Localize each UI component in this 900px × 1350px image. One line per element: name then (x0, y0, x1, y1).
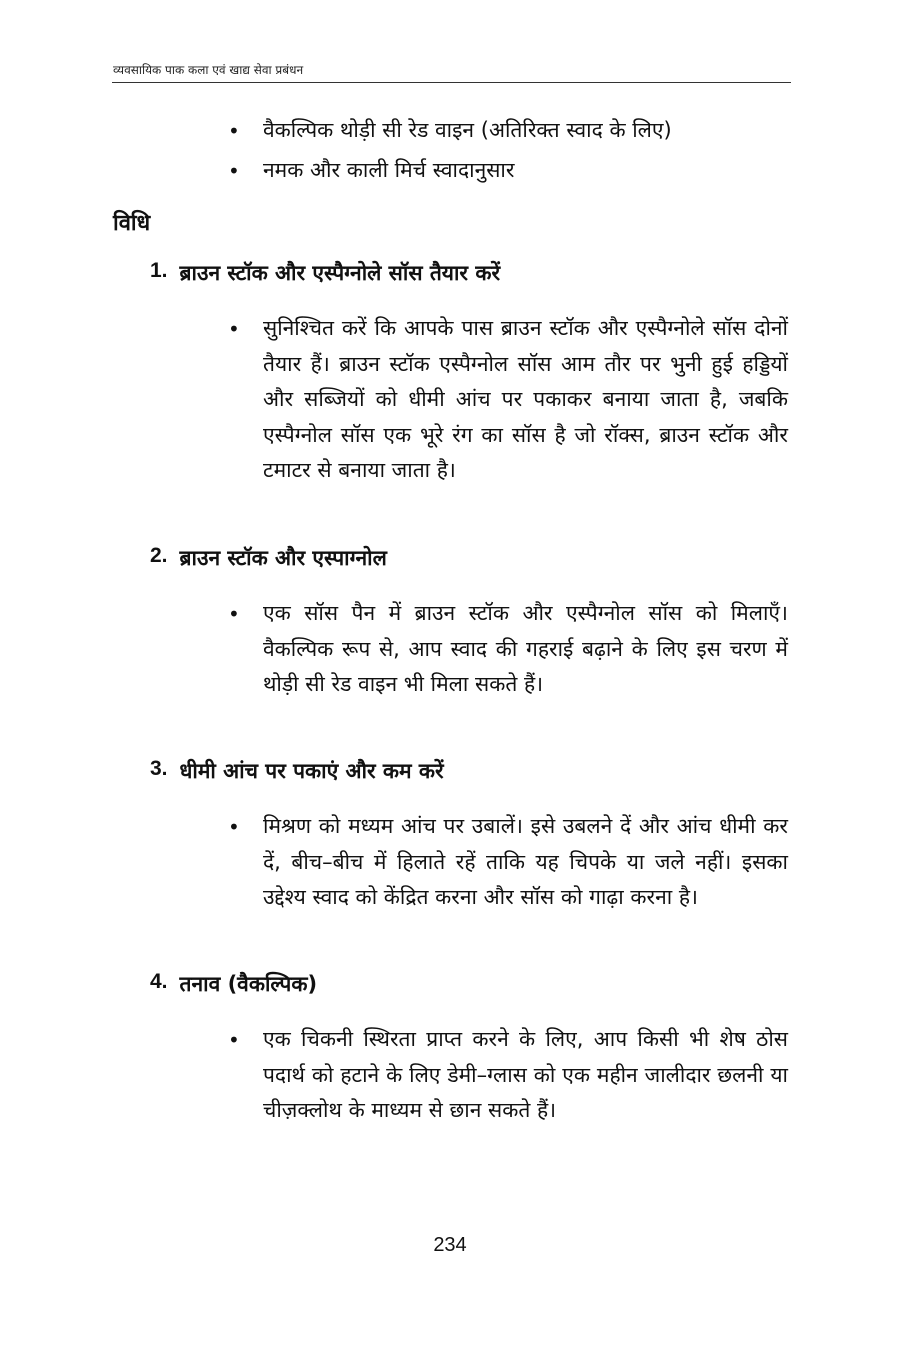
bullet-icon: • (228, 119, 240, 143)
bullet-icon: • (228, 317, 240, 341)
step-title: तनाव (वैकल्पिक) (179, 972, 318, 996)
list-item (228, 809, 788, 916)
step-number: 4. (150, 970, 168, 993)
step-heading (150, 544, 387, 572)
bullet-icon: • (228, 1028, 240, 1052)
step-text: एक चिकनी स्थिरता प्राप्त करने के लिए, आप किसी भी शेष ठोस पदार्थ को हटाने के लिए डेमी–ग्लास को एक महीन जालीदार छलनी या चीज़क्लोथ के माध्यम से छान सकते हैं। (263, 1027, 788, 1122)
step-title: ब्राउन स्टॉक और एस्पैग्नोले सॉस तैयार करें (179, 261, 501, 285)
list-item (228, 311, 788, 489)
step-heading (150, 259, 500, 287)
step-heading (150, 757, 444, 785)
step-heading (150, 970, 317, 998)
bullet-icon: • (228, 159, 240, 183)
step-number: 2. (150, 544, 168, 567)
bullet-icon: • (228, 602, 240, 626)
ingredient-text: नमक और काली मिर्च स्वादानुसार (263, 158, 515, 182)
list-item (228, 113, 672, 149)
list-item (228, 1022, 788, 1129)
list-item (228, 596, 788, 703)
step-text: सुनिश्चित करें कि आपके पास ब्राउन स्टॉक और एस्पैग्नोले सॉस दोनों तैयार हैं। ब्राउन स्टॉक एस्पैग्नोल सॉस आम तौर पर भुनी हुई हड्डियों और सब्जियों को धीमी आंच पर पकाकर बनाया जाता है, जबकि एस्पैग्नोल सॉस एक भूरे रंग का सॉस है जो रॉक्स, ब्राउन स्टॉक और टमाटर से बनाया जाता है। (263, 316, 788, 482)
running-header: व्यवसायिक पाक कला एवं खाद्य सेवा प्रबंधन (113, 63, 304, 77)
step-text: मिश्रण को मध्यम आंच पर उबालें। इसे उबलने दें और आंच धीमी कर दें, बीच–बीच में हिलाते रहें ताकि यह चिपके या जले नहीं। इसका उद्देश्य स्वाद को केंद्रित करना और सॉस को गाढ़ा करना है। (263, 814, 788, 909)
page-number: 234 (433, 1234, 467, 1256)
header-rule (112, 82, 791, 83)
ingredient-list (228, 113, 788, 189)
step-text: एक सॉस पैन में ब्राउन स्टॉक और एस्पैग्नोल सॉस को मिलाएँ। वैकल्पिक रूप से, आप स्वाद की गहराई बढ़ाने के लिए इस चरण में थोड़ी सी रेड वाइन भी मिला सकते हैं। (263, 601, 788, 696)
ingredient-text: वैकल्पिक थोड़ी सी रेड वाइन (अतिरिक्त स्वाद के लिए) (263, 118, 672, 142)
step-title: धीमी आंच पर पकाएं और कम करें (179, 759, 444, 783)
step-number: 1. (150, 259, 168, 282)
list-item (228, 153, 514, 189)
section-title: विधि (113, 211, 151, 236)
step-number: 3. (150, 757, 168, 780)
step-title: ब्राउन स्टॉक और एस्पाग्नोल (179, 546, 387, 570)
bullet-icon: • (228, 815, 240, 839)
